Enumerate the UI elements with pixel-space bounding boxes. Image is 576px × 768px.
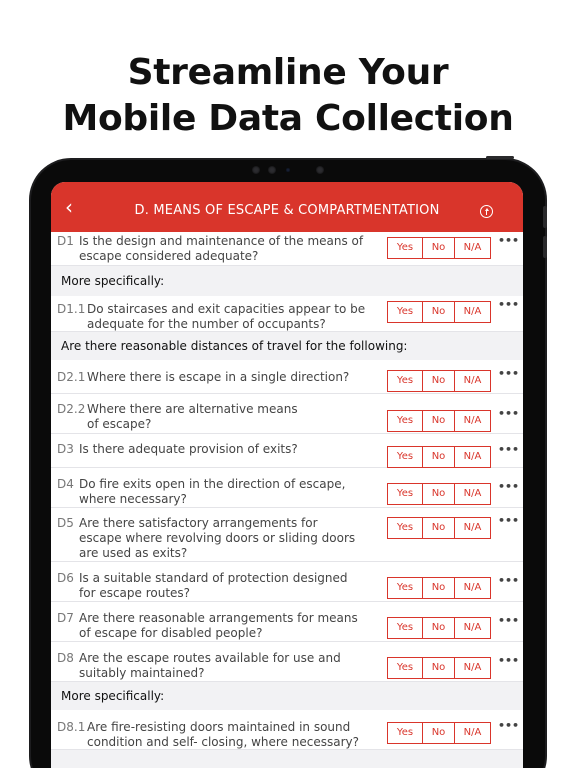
more-options-icon[interactable]: ••• <box>498 574 520 587</box>
question-text: Are the escape routes available for use and suitably maintained? <box>79 651 341 680</box>
question-code: D8.1 <box>57 720 86 734</box>
no-button[interactable]: No <box>422 301 455 323</box>
headline-line-1: Streamline Your <box>127 52 449 93</box>
more-options-icon[interactable]: ••• <box>498 614 520 627</box>
na-button[interactable]: N/A <box>454 577 491 599</box>
yes-button[interactable]: Yes <box>387 722 423 744</box>
na-button[interactable]: N/A <box>454 483 491 505</box>
more-options-icon[interactable]: ••• <box>498 407 520 420</box>
volume-button <box>543 236 547 258</box>
question-text: Do staircases and exit capacities appear to be adequate for the number of occupants? <box>87 302 366 331</box>
question-code: D1.1 <box>57 302 86 316</box>
na-button[interactable]: N/A <box>454 657 491 679</box>
na-button[interactable]: N/A <box>454 722 491 744</box>
question-row <box>51 602 523 642</box>
na-button[interactable]: N/A <box>454 517 491 539</box>
question-code: D2.2 <box>57 402 86 416</box>
yes-button[interactable]: Yes <box>387 483 423 505</box>
headline-line-2: Mobile Data Collection <box>62 98 514 139</box>
question-row <box>51 296 523 332</box>
question-text: Where there is escape in a single direction? <box>87 370 350 384</box>
question-code: D1 <box>57 234 74 248</box>
yes-button[interactable]: Yes <box>387 370 423 392</box>
question-text: Are fire-resisting doors maintained in sound condition and self- closing, where necessary? <box>87 720 359 749</box>
question-code: D4 <box>57 477 74 491</box>
question-row <box>51 710 523 750</box>
question-text: Where there are alternative means of escape? <box>87 402 298 431</box>
no-button[interactable]: No <box>422 722 455 744</box>
question-code: D8 <box>57 651 74 665</box>
more-options-icon[interactable]: ••• <box>498 719 520 732</box>
more-options-icon[interactable]: ••• <box>498 443 520 456</box>
more-options-icon[interactable]: ••• <box>498 480 520 493</box>
more-options-icon[interactable]: ••• <box>498 234 520 247</box>
na-button[interactable]: N/A <box>454 410 491 432</box>
section-header: More specifically: <box>51 682 523 710</box>
na-button[interactable]: N/A <box>454 237 491 259</box>
more-options-icon[interactable]: ••• <box>498 514 520 527</box>
na-button[interactable]: N/A <box>454 301 491 323</box>
camera-icon <box>286 168 290 172</box>
sensor-icon <box>268 166 276 174</box>
nav-bar <box>51 182 523 232</box>
no-button[interactable]: No <box>422 577 455 599</box>
no-button[interactable]: No <box>422 410 455 432</box>
upload-icon[interactable] <box>480 205 493 218</box>
question-text: Are there satisfactory arrangements for escape where revolving doors or sliding doors are used as exits? <box>79 516 356 560</box>
no-button[interactable]: No <box>422 446 455 468</box>
yes-button[interactable]: Yes <box>387 657 423 679</box>
camera-icon <box>252 166 260 174</box>
question-row <box>51 360 523 394</box>
more-options-icon[interactable]: ••• <box>498 654 520 667</box>
yes-button[interactable]: Yes <box>387 446 423 468</box>
no-button[interactable]: No <box>422 517 455 539</box>
na-button[interactable]: N/A <box>454 370 491 392</box>
question-code: D6 <box>57 571 74 585</box>
power-button <box>486 156 514 159</box>
question-row <box>51 468 523 508</box>
yes-button[interactable]: Yes <box>387 517 423 539</box>
question-code: D3 <box>57 442 74 456</box>
more-options-icon[interactable]: ••• <box>498 298 520 311</box>
headline <box>0 50 576 142</box>
no-button[interactable]: No <box>422 657 455 679</box>
yes-button[interactable]: Yes <box>387 237 423 259</box>
no-button[interactable]: No <box>422 617 455 639</box>
question-text: Are there reasonable arrangements for means of escape for disabled people? <box>79 611 358 640</box>
question-text: Is the design and maintenance of the means of escape considered adequate? <box>79 234 364 263</box>
yes-button[interactable]: Yes <box>387 301 423 323</box>
volume-button <box>543 206 547 228</box>
sensor-icon <box>316 166 324 174</box>
question-text: Is there adequate provision of exits? <box>79 442 298 456</box>
question-text: Do fire exits open in the direction of escape, where necessary? <box>79 477 346 506</box>
section-header: Are there reasonable distances of travel for the following: <box>51 332 523 360</box>
more-options-icon[interactable]: ••• <box>498 367 520 380</box>
question-row <box>51 508 523 562</box>
na-button[interactable]: N/A <box>454 617 491 639</box>
no-button[interactable]: No <box>422 370 455 392</box>
no-button[interactable]: No <box>422 483 455 505</box>
question-row <box>51 394 523 434</box>
yes-button[interactable]: Yes <box>387 577 423 599</box>
section-header: More specifically: <box>51 266 523 296</box>
page-title: D. MEANS OF ESCAPE & COMPARTMENTATION <box>134 203 440 218</box>
back-chevron-icon[interactable]: ‹ <box>65 195 73 219</box>
question-row <box>51 642 523 682</box>
yes-button[interactable]: Yes <box>387 617 423 639</box>
question-row <box>51 434 523 468</box>
question-text: Is a suitable standard of protection designed for escape routes? <box>79 571 348 600</box>
question-code: D5 <box>57 516 74 530</box>
question-row <box>51 232 523 266</box>
question-row <box>51 562 523 602</box>
na-button[interactable]: N/A <box>454 446 491 468</box>
question-code: D7 <box>57 611 74 625</box>
app-screen <box>51 182 523 768</box>
question-code: D2.1 <box>57 370 86 384</box>
yes-button[interactable]: Yes <box>387 410 423 432</box>
no-button[interactable]: No <box>422 237 455 259</box>
